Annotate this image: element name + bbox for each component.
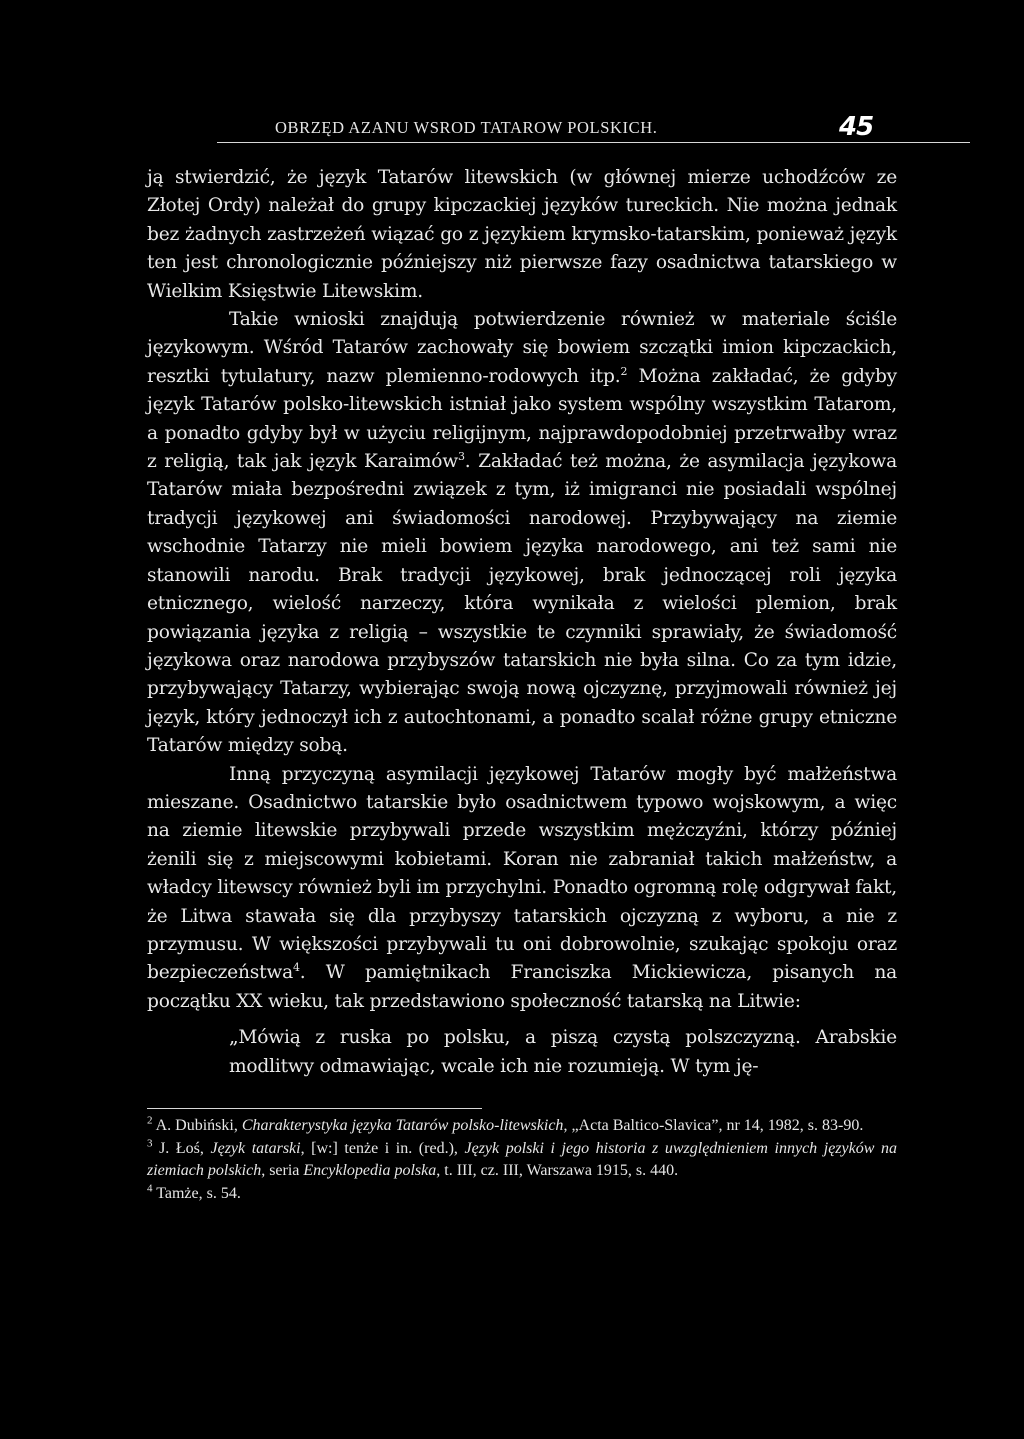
running-title: OBRZĘD AZANU WSROD TATAROW POLSKICH. <box>275 118 658 137</box>
footnote-3-author: J. Łoś, <box>152 1139 211 1157</box>
paragraph-1: ją stwierdzić, że język Tatarów litewskich (w głównej mierze uchodźców ze Złotej Ordy) należał do grupy kipczackiej języków tureckich. Nie można jednak bez żadnych zastrzeżeń wiązać go z językiem krymsko-tatarskim, ponieważ język ten jest chronologicznie późniejszy niż pierwsze fazy osadnictwa tatarskiego w Wielkim Księstwie Litewskim. <box>147 167 897 302</box>
paragraph-2-part-c: . Zakładać też można, że asymilacja językowa Tatarów miała bezpośredni związek z tym, iż imigranci nie posiadali wspólnej tradycji językowej ani świadomości narodowej. Przybywający na ziemie wschodnie Tatarzy nie mieli bowiem języka narodowego, ani też sami nie stanowili narodu. Brak tradycji językowej, brak jednoczącej roli języka etnicznego, wielość narzeczy, która wynikała z wielości plemion, brak powiązania języka z religią – wszystkie te czynniki sprawiały, że świadomość językowa oraz narodowa przybyszów tatarskich nie była silna. Co za tym idzie, przybywający Tatarzy, wybierając swoją nową ojczyznę, przyjmowali również jej język, który jednoczył ich z autochtonami, a ponadto scalał różne grupy etniczne Tatarów między sobą. <box>147 451 897 757</box>
footnote-4-number: 4 <box>147 1182 153 1195</box>
footnote-4 <box>147 1183 897 1206</box>
paragraph-3-part-b: . W pamiętnikach Franciszka Mickiewicza, pisanych na początku XX wieku, tak przedstawiono społeczność tatarską na Litwie: <box>147 962 897 1012</box>
block-quote: „Mówią z ruska po polsku, a piszą czystą polszczyzną. Arabskie modlitwy odmawiając, wcale ich nie rozumieją. W tym ję- <box>229 1027 897 1077</box>
footnote-rule <box>147 1108 482 1109</box>
footnote-3-title-1: Język tatarski <box>210 1139 301 1157</box>
footnote-3-title-2: Język polski i jego historia z uwzględnieniem innych języków na ziemiach polskich <box>147 1139 897 1179</box>
footnote-ref-3: 3 <box>457 449 465 463</box>
footnote-4-text: Tamże, s. 54. <box>152 1184 241 1202</box>
footnote-2-rest: , „Acta Baltico-Slavica”, nr 14, 1982, s. 83-90. <box>563 1117 864 1134</box>
paragraph-2 <box>147 306 897 761</box>
footnote-2-title: Charakterystyka języka Tatarów polsko-litewskich <box>241 1117 564 1134</box>
footnote-3-number: 3 <box>147 1137 153 1150</box>
footnote-2 <box>147 1115 897 1138</box>
paragraph-2-part-b: Można zakładać, że gdyby język Tatarów polsko-litewskich istniał jako system wspólny wszystkim Tatarom, a ponadto gdyby był w użyciu religijnym, najprawdopodobniej przetrwałby wraz z religią, tak jak język Karaimów <box>147 365 897 473</box>
footnote-3-rest: , t. III, cz. III, Warszawa 1915, s. 440. <box>436 1162 679 1179</box>
header-rule <box>217 142 970 143</box>
paragraph-3 <box>147 761 897 1017</box>
footnote-2-number: 2 <box>147 1114 153 1127</box>
footnote-2-author: A. Dubiński, <box>152 1117 242 1134</box>
paragraph-2-part-a: Takie wnioski znajdują potwierdzenie również w materiale ściśle językowym. Wśród Tatarów zachowały się bowiem szczątki imion kipczackich, resztki tytulatury, nazw plemienno-rodowych itp. <box>147 309 897 387</box>
footnotes <box>147 1115 897 1205</box>
footnote-3 <box>147 1138 897 1183</box>
footnote-ref-4: 4 <box>292 961 300 975</box>
book-page <box>147 112 897 1205</box>
page-number: 45 <box>839 112 874 142</box>
footnote-ref-2: 2 <box>620 364 628 378</box>
footnote-3-title-3: Encyklopedia polska <box>303 1162 437 1179</box>
running-header <box>147 112 897 146</box>
footnote-3-mid-2: , seria <box>261 1162 304 1179</box>
footnote-3-mid-1: , [w:] tenże i in. (red.), <box>300 1139 465 1157</box>
paragraph-3-part-a: Inną przyczyną asymilacji językowej Tatarów mogły być małżeństwa mieszane. Osadnictwo tatarskie było osadnictwem typowo wojskowym, a więc na ziemie litewskie przybywali przede wszystkim mężczyźni, którzy później żenili się z miejscowymi kobietami. Koran nie zabraniał takich małżeństw, a władcy litewscy również byli im przychylni. Ponadto ogromną rolę odgrywał fakt, że Litwa stawała się dla przybyszy tatarskich ojczyzną z wyboru, a nie z przymusu. W większości przybywali tu oni dobrowolnie, szukając spokoju oraz bezpieczeństwa <box>147 763 897 984</box>
body-text <box>147 164 897 1016</box>
